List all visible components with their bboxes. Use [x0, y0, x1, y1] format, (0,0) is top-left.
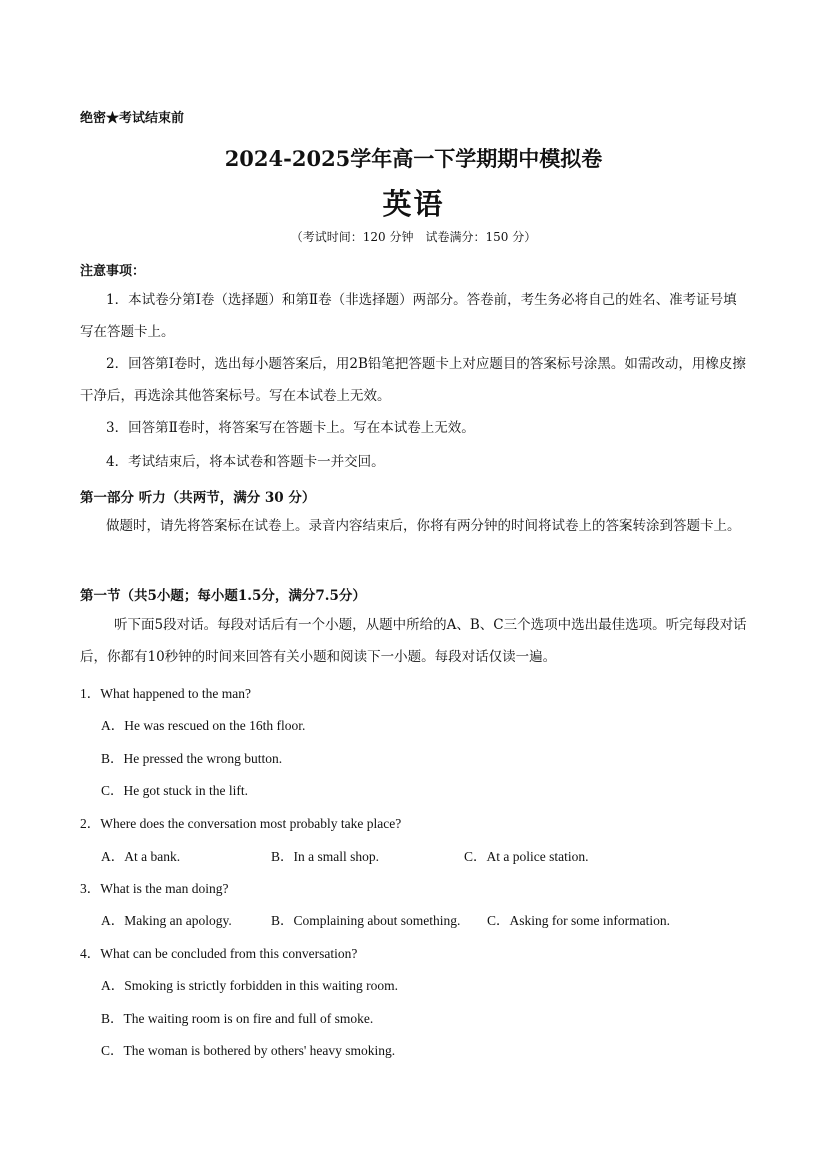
question-3-option-a: A．Making an apology.	[101, 913, 232, 928]
exam-title: 2024-2025学年高一下学期期中模拟卷	[224, 146, 603, 171]
question-2-stem: 2．Where does the conversation most probably take place?	[80, 816, 402, 831]
subject-title: 英语	[382, 187, 445, 221]
question-3-stem: 3．What is the man doing?	[80, 881, 229, 896]
exam-time-info: （考试时间：120 分钟 试卷满分：150 分）	[290, 230, 537, 244]
part1-heading: 第一部分 听力（共两节，满分 30 分）	[80, 490, 316, 506]
question-3-option-c: C．Asking for some information.	[487, 913, 670, 928]
question-2-option-b: B．In a small shop.	[271, 849, 379, 864]
note-item-1: 1．本试卷分第Ⅰ卷（选择题）和第Ⅱ卷（非选择题）两部分。答卷前，考生务必将自己的姓名、准考证号填写在答题卡上。	[80, 292, 737, 340]
question-4-option-b: B．The waiting room is on fire and full of smoke.	[101, 1011, 374, 1026]
note-item-4: 4．考试结束后，将本试卷和答题卡一并交回。	[106, 454, 385, 470]
notes-heading: 注意事项：	[80, 264, 146, 279]
section1-heading: 第一节（共5小题；每小题1.5分，满分7.5分）	[80, 588, 366, 604]
question-4-stem: 4．What can be concluded from this conversation?	[80, 946, 358, 961]
question-2-option-c: C．At a police station.	[464, 849, 589, 864]
question-1-stem: 1．What happened to the man?	[80, 686, 251, 701]
question-1-option-c: C．He got stuck in the lift.	[101, 783, 248, 798]
question-1-option-a: A．He was rescued on the 16th floor.	[101, 718, 306, 733]
note-item-3: 3．回答第Ⅱ卷时，将答案写在答题卡上。写在本试卷上无效。	[106, 420, 475, 436]
note-item-2: 2．回答第Ⅰ卷时，选出每小题答案后，用2B铅笔把答题卡上对应题目的答案标号涂黑。如需改动，用橡皮擦干净后，再选涂其他答案标号。写在本试卷上无效。	[80, 356, 746, 404]
question-1-option-b: B．He pressed the wrong button.	[101, 751, 283, 766]
section1-instruction: 听下面5段对话。每段对话后有一个小题，从题中所给的A、B、C三个选项中选出最佳选项。听完每段对话后，你都有10秒钟的时间来回答有关小题和阅读下一小题。每段对话仅读一遍。	[80, 617, 747, 665]
question-4-option-a: A．Smoking is strictly forbidden in this waiting room.	[101, 978, 398, 993]
question-3-option-b: B．Complaining about something.	[271, 913, 461, 928]
confidential-mark: 绝密★考试结束前	[80, 111, 185, 126]
question-4-option-c: C．The woman is bothered by others' heavy smoking.	[101, 1043, 396, 1058]
part1-instruction: 做题时，请先将答案标在试卷上。录音内容结束后，你将有两分钟的时间将试卷上的答案转涂到答题卡上。	[106, 518, 741, 534]
question-2-option-a: A．At a bank.	[101, 849, 181, 864]
